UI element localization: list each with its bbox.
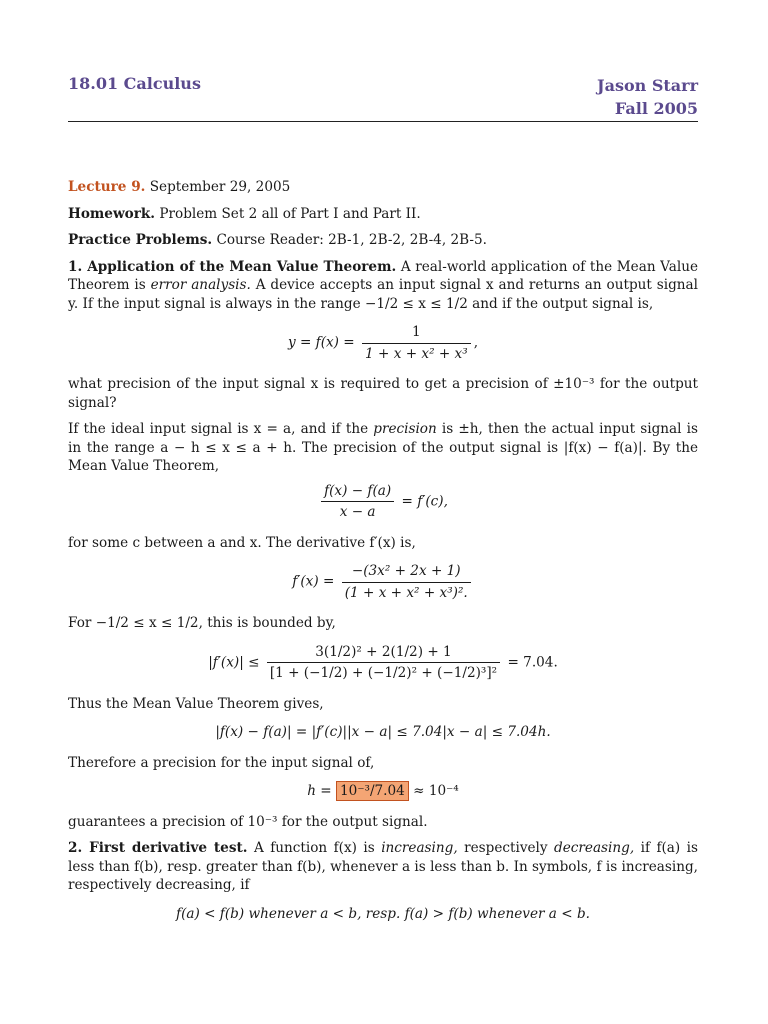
- eq3-fraction: [342, 562, 471, 602]
- eq4-numerator: 3(1/2)² + 2(1/2) + 1: [315, 643, 452, 660]
- eq4-denominator: [1 + (−1/2) + (−1/2)² + (−1/2)³]²: [267, 662, 500, 683]
- eq2-rhs: = f′(c),: [401, 493, 448, 509]
- eq2-denominator: x − a: [321, 501, 394, 522]
- equation-4: [68, 643, 698, 683]
- section1-heading: 1. Application of the Mean Value Theorem.: [68, 258, 397, 275]
- s2-em1: increasing,: [381, 840, 458, 856]
- section1-intro-em: error analysis.: [150, 277, 251, 293]
- eq4-lhs: |f′(x)| ≤: [208, 654, 260, 670]
- eq3-lhs: f′(x) =: [292, 573, 335, 590]
- eq4-fraction: [267, 643, 500, 683]
- section1-intro: [68, 258, 698, 314]
- homework-text: Problem Set 2 all of Part I and Part II.: [159, 205, 421, 222]
- s2-a: A function f(x) is: [253, 840, 375, 856]
- header-right: [597, 74, 698, 120]
- section1-p6: Therefore a precision for the input signal of,: [68, 754, 375, 771]
- equation-1: y = f(x) = $\frac{1}{\text{1 + x + x² + x³}}$ ,: [287, 324, 479, 362]
- section1-intro-b: A device accepts an input signal x and returns an output signal y. If the input signal is always in the range −1/2 ≤ x ≤ 1/2 and if the output signal is,: [68, 277, 698, 312]
- eq6-rhs: ≈ 10⁻⁴: [413, 783, 459, 799]
- question: what precision of the input signal x is required to get a precision of ±10⁻³ for the output signal?: [68, 376, 698, 411]
- eq6-lhs: h =: [307, 783, 332, 799]
- homework-label: Homework.: [68, 205, 156, 222]
- author-name: Jason Starr: [597, 76, 698, 95]
- lecture-date: September 29, 2005: [149, 179, 291, 195]
- eq3-denominator: (1 + x + x² + x³)².: [342, 582, 471, 603]
- equation-5: |f(x) − f(a)| = |f′(c)||x − a| ≤ 7.04|x − a| ≤ 7.04h.: [215, 724, 551, 740]
- eq4-rhs: = 7.04.: [507, 654, 558, 670]
- lecture-line: [68, 178, 698, 197]
- eq2-fraction: [321, 482, 394, 522]
- document-body: [68, 178, 698, 935]
- practice-label: Practice Problems.: [68, 232, 213, 248]
- equation-7: f(a) < f(b) whenever a < b, resp. f(a) > f(b) whenever a < b.: [176, 905, 590, 922]
- equation-3: [68, 562, 698, 602]
- eq1-denominator: 1 + x + x² + x³: [362, 343, 471, 364]
- section1-p3: for some c between a and x. The derivative f′(x) is,: [68, 534, 416, 551]
- eq3-numerator: −(3x² + 2x + 1): [351, 563, 461, 579]
- eq1-numerator: 1: [412, 324, 421, 340]
- course-title: 18.01 Calculus: [68, 74, 201, 93]
- s2-c: if f(a) is less than f(b), resp. greater than f(b), whenever a is less than b. In symbols, f is increasing, respectively decreasing, if: [68, 840, 698, 893]
- equation-6: [68, 782, 698, 801]
- lecture-label: Lecture 9.: [68, 179, 146, 195]
- section1-p7: guarantees a precision of 10⁻³ for the output signal.: [68, 813, 428, 830]
- section1-p2: [68, 420, 698, 476]
- highlighted-box: 10⁻³/7.04: [336, 781, 409, 801]
- eq1-fraction: [362, 323, 471, 363]
- s2-b: respectively: [464, 840, 548, 856]
- equation-2: [68, 482, 698, 522]
- section2-intro: [68, 839, 698, 895]
- p2-a: If the ideal input signal is x = a, and if the: [68, 421, 369, 437]
- practice-line: [68, 231, 698, 250]
- section2-heading: 2. First derivative test.: [68, 840, 248, 856]
- section1-p5: Thus the Mean Value Theorem gives,: [68, 695, 324, 712]
- s2-em2: decreasing,: [554, 840, 635, 856]
- term: Fall 2005: [614, 99, 698, 118]
- eq1-lhs: y = f(x) =: [287, 334, 355, 351]
- header-rule: [68, 121, 698, 122]
- section1-intro-a: A real-world application of the Mean Value Theorem is: [68, 258, 698, 293]
- practice-text: Course Reader: 2B-1, 2B-2, 2B-4, 2B-5.: [216, 232, 487, 248]
- eq2-numerator: f(x) − f(a): [324, 482, 392, 499]
- section1-p4: For −1/2 ≤ x ≤ 1/2, this is bounded by,: [68, 615, 336, 631]
- p2-em: precision: [373, 421, 437, 437]
- p2-b: is ±h, then the actual input signal is in the range a − h ≤ x ≤ a + h. The precision of the output signal is |f(x) − f(a)|. By the Mean Value Theorem,: [68, 421, 698, 474]
- homework-line: [68, 205, 698, 224]
